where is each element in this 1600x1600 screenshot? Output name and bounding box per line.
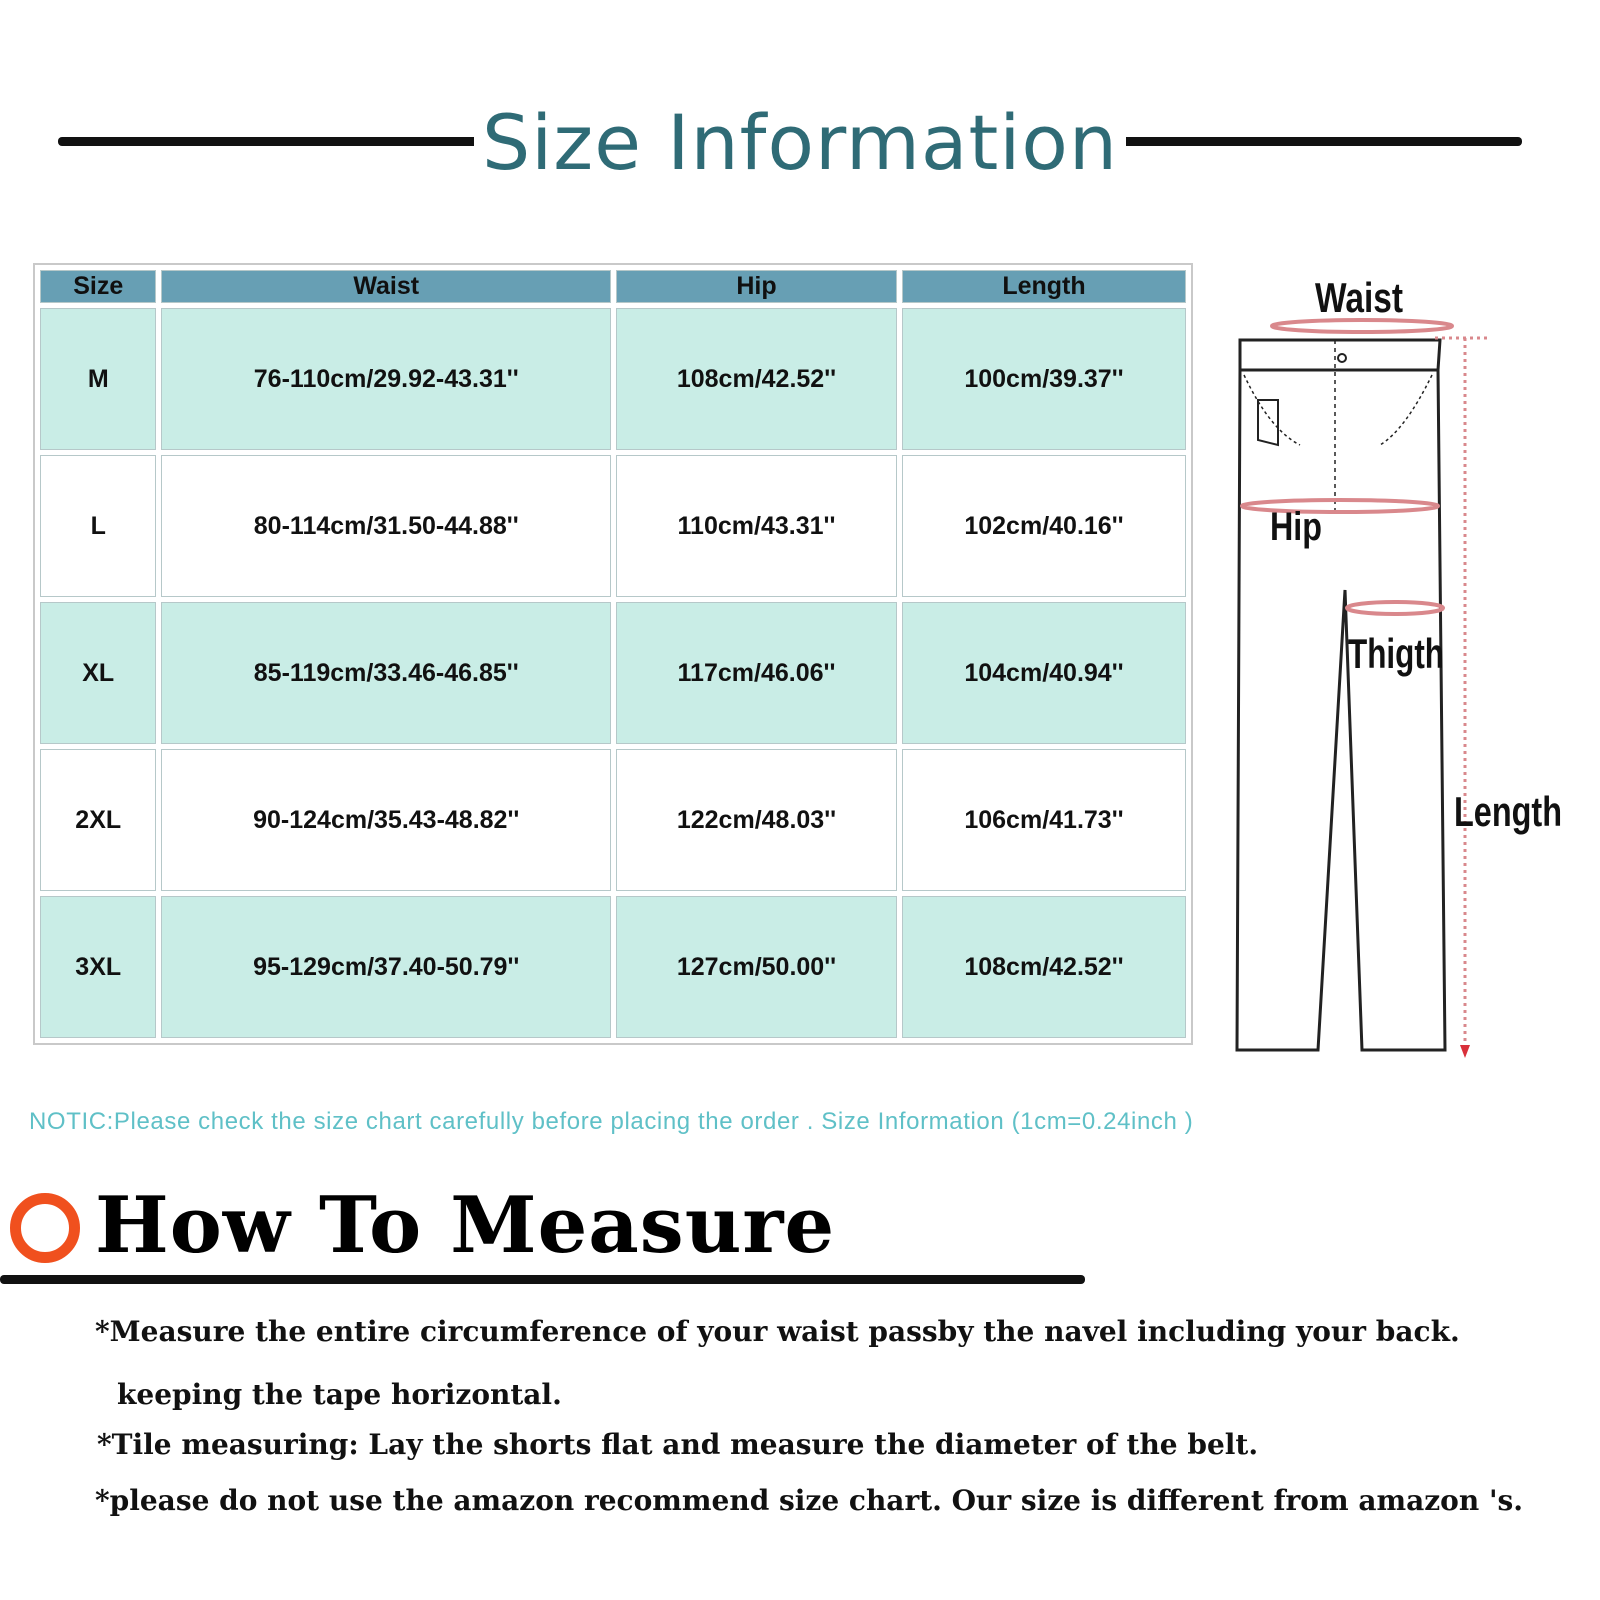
- thigh-measure-loop: [1347, 602, 1443, 614]
- length-cell: 108cm/42.52'': [902, 896, 1186, 1038]
- notice-text: NOTIC:Please check the size chart carefully before placing the order . Size Information (1cm=0.24inch ): [29, 1108, 1194, 1135]
- size-cell: 3XL: [40, 896, 156, 1038]
- table-header-row: [40, 270, 1186, 303]
- table-row: [40, 896, 1186, 1038]
- waist-cell: 80-114cm/31.50-44.88'': [161, 455, 611, 597]
- waist-cell: 90-124cm/35.43-48.82'': [161, 749, 611, 891]
- hip-cell: 127cm/50.00'': [616, 896, 897, 1038]
- hip-cell: 108cm/42.52'': [616, 308, 897, 450]
- pants-outline: [1237, 340, 1445, 1050]
- length-cell: 102cm/40.16'': [902, 455, 1186, 597]
- table-row: [40, 602, 1186, 744]
- length-cell: 106cm/41.73'': [902, 749, 1186, 891]
- size-cell: XL: [40, 602, 156, 744]
- instruction-line: keeping the tape horizontal.: [117, 1378, 562, 1411]
- thigh-label: Thigth: [1348, 630, 1444, 677]
- waist-cell: 76-110cm/29.92-43.31'': [161, 308, 611, 450]
- waist-cell: 95-129cm/37.40-50.79'': [161, 896, 611, 1038]
- waist-label: Waist: [1315, 274, 1403, 321]
- circle-bullet-icon: [10, 1193, 80, 1263]
- column-header-length: Length: [902, 270, 1186, 303]
- instruction-line: *please do not use the amazon recommend size chart. Our size is different from amazon 's.: [95, 1484, 1524, 1517]
- how-to-measure-rule: [0, 1275, 1085, 1284]
- waist-measure-loop: [1272, 320, 1452, 332]
- column-header-waist: Waist: [161, 270, 611, 303]
- length-cell: 104cm/40.94'': [902, 602, 1186, 744]
- size-cell: L: [40, 455, 156, 597]
- pants-measurement-diagram: [1210, 260, 1600, 1100]
- page-title: Size Information: [0, 98, 1600, 187]
- length-arrow-icon: [1460, 1045, 1470, 1058]
- column-header-hip: Hip: [616, 270, 897, 303]
- size-cell: M: [40, 308, 156, 450]
- column-header-size: Size: [40, 270, 156, 303]
- table-row: [40, 455, 1186, 597]
- size-cell: 2XL: [40, 749, 156, 891]
- hip-cell: 117cm/46.06'': [616, 602, 897, 744]
- hip-label: Hip: [1270, 505, 1322, 549]
- length-label: Length: [1454, 788, 1562, 835]
- table-row: [40, 308, 1186, 450]
- hip-cell: 110cm/43.31'': [616, 455, 897, 597]
- instruction-line: *Tile measuring: Lay the shorts flat and measure the diameter of the belt.: [97, 1428, 1259, 1461]
- waist-cell: 85-119cm/33.46-46.85'': [161, 602, 611, 744]
- how-to-measure-title: How To Measure: [95, 1180, 836, 1271]
- size-table: [33, 263, 1193, 1045]
- instruction-line: *Measure the entire circumference of your waist passby the navel including your back.: [95, 1315, 1460, 1348]
- hip-cell: 122cm/48.03'': [616, 749, 897, 891]
- table-row: [40, 749, 1186, 891]
- length-cell: 100cm/39.37'': [902, 308, 1186, 450]
